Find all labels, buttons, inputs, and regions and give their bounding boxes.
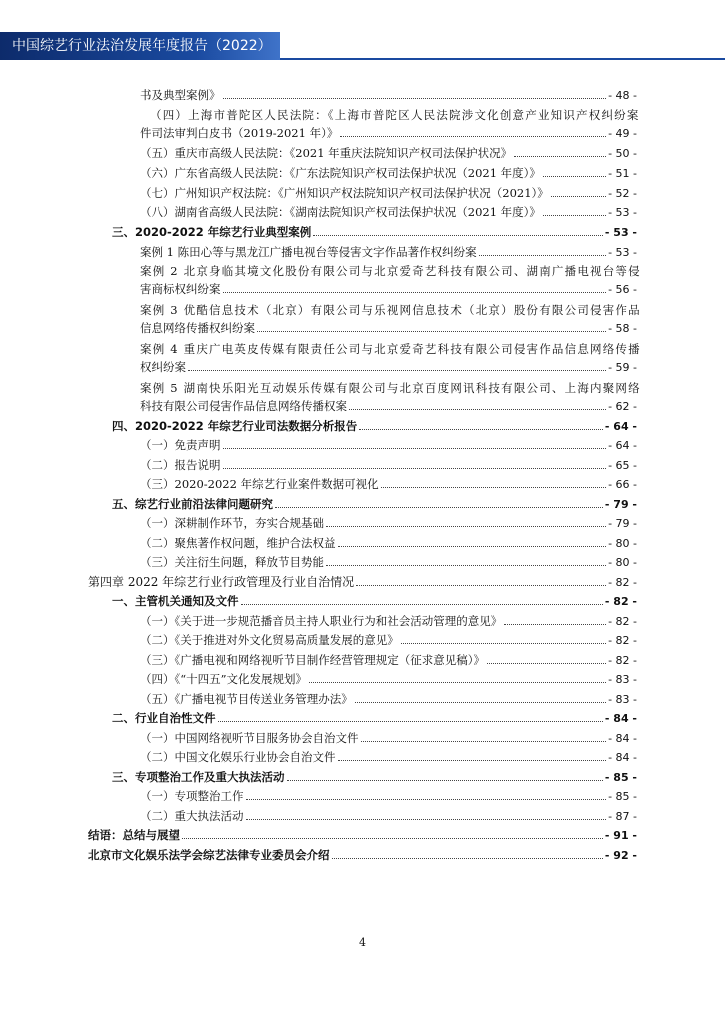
- toc-entry[interactable]: [140, 809, 637, 824]
- dot-leader: [479, 255, 606, 256]
- report-header-band: [0, 32, 280, 60]
- toc-section-label: 三、2020-2022 年综艺行业典型案例: [112, 225, 312, 239]
- dot-leader: [188, 370, 606, 371]
- toc-entry-label: （一）《关于进一步规范播音员主持人职业行为和社会活动管理的意见》: [140, 614, 503, 628]
- toc-section[interactable]: [112, 770, 637, 785]
- dot-leader: [182, 838, 603, 839]
- toc-entry-label: 书及典型案例》: [140, 88, 221, 102]
- dot-leader: [543, 215, 606, 216]
- toc-entry-page: - 48 -: [608, 89, 637, 102]
- dot-leader: [487, 663, 606, 664]
- page-number: 4: [359, 936, 366, 949]
- toc-entry-page: - 64 -: [604, 420, 637, 433]
- toc-entry-page: - 82 -: [604, 595, 637, 608]
- toc-entry-page: - 82 -: [608, 615, 637, 628]
- dot-leader: [338, 546, 607, 547]
- toc-entry-label: （四）《“十四五”文化发展规划》: [140, 672, 308, 686]
- toc-entry-label-line1: （四）上海市普陀区人民法院：《上海市普陀区人民法院涉文化创意产业知识产权纠纷案: [150, 108, 640, 122]
- toc-entry-label: （一）免责声明: [140, 438, 221, 452]
- dot-leader: [257, 331, 606, 332]
- toc-entry-page: - 85 -: [604, 771, 637, 784]
- toc-entry-page: - 64 -: [608, 439, 637, 452]
- toc-entry[interactable]: [140, 692, 637, 707]
- toc-entry-page: - 50 -: [608, 147, 637, 160]
- dot-leader: [246, 799, 607, 800]
- toc-entry[interactable]: [140, 126, 637, 141]
- toc-entry[interactable]: [140, 653, 637, 668]
- toc-entry-label: （一）深耕制作环节，夯实合规基础: [140, 516, 324, 530]
- toc-entry-page: - 82 -: [608, 654, 637, 667]
- dot-leader: [356, 585, 606, 586]
- dot-leader: [514, 156, 606, 157]
- toc-entry[interactable]: [140, 186, 637, 201]
- toc-entry[interactable]: [140, 731, 637, 746]
- toc-entry-page: - 52 -: [608, 187, 637, 200]
- toc-entry-page: - 79 -: [608, 517, 637, 530]
- dot-leader: [504, 624, 606, 625]
- toc-entry-label: （一）中国网络视听节目服务协会自治文件: [140, 731, 359, 745]
- dot-leader: [340, 136, 606, 137]
- dot-leader: [223, 98, 607, 99]
- dot-leader: [361, 741, 607, 742]
- dot-leader: [543, 176, 606, 177]
- toc-entry-page: - 87 -: [608, 810, 637, 823]
- toc-entry-page: - 53 -: [608, 206, 637, 219]
- toc-entry[interactable]: [140, 516, 637, 531]
- dot-leader: [313, 235, 603, 236]
- toc-entry-page: - 83 -: [608, 693, 637, 706]
- toc-entry[interactable]: [140, 321, 637, 336]
- toc-entry-label: （八）湖南省高级人民法院：《湖南法院知识产权司法保护状况（2021 年度）》: [140, 205, 541, 219]
- dot-leader: [309, 682, 606, 683]
- toc-entry[interactable]: [140, 166, 637, 181]
- dot-leader: [326, 526, 606, 527]
- toc-entry-label: （一）专项整治工作: [140, 789, 244, 803]
- toc-entry[interactable]: [140, 672, 637, 687]
- toc-entry-label: （二）中国文化娱乐行业协会自治文件: [140, 750, 336, 764]
- dot-leader: [359, 429, 603, 430]
- toc-entry[interactable]: [140, 750, 637, 765]
- toc-entry[interactable]: [140, 146, 637, 161]
- toc-entry-label: （三）关注衍生问题，释放节目势能: [140, 555, 324, 569]
- dot-leader: [275, 507, 603, 508]
- toc-section-label: 二、行业自治性文件: [112, 711, 216, 725]
- dot-leader: [401, 643, 606, 644]
- toc-entry[interactable]: [140, 360, 637, 375]
- toc-entry-label-line1: 案例 5 湖南快乐阳光互动娱乐传媒有限公司与北京百度网讯科技有限公司、上海内聚网络: [140, 381, 641, 395]
- toc-entry[interactable]: [140, 245, 637, 260]
- toc-entry[interactable]: [140, 282, 637, 297]
- toc-entry-page: - 49 -: [608, 127, 637, 140]
- toc-section[interactable]: [112, 419, 637, 434]
- toc-entry-page: - 66 -: [608, 478, 637, 491]
- toc-entry[interactable]: [140, 614, 637, 629]
- toc-entry-label: （二）《关于推进对外文化贸易高质量发展的意见》: [140, 633, 399, 647]
- toc-entry-page: - 59 -: [608, 361, 637, 374]
- toc-entry-label: （五）重庆市高级人民法院：《2021 年重庆法院知识产权司法保护状况》: [140, 146, 513, 160]
- toc-entry-page: - 62 -: [608, 400, 637, 413]
- toc-entry-label: 权纠纷案: [140, 360, 186, 374]
- toc-entry-label-line1: 案例 4 重庆广电英皮传媒有限责任公司与北京爱奇艺科技有限公司侵害作品信息网络传播: [140, 342, 641, 356]
- toc-entry-label: 害商标权纠纷案: [140, 282, 221, 296]
- toc-entry-page: - 51 -: [608, 167, 637, 180]
- dot-leader: [332, 858, 603, 859]
- toc-section-label: 三、专项整治工作及重大执法活动: [112, 770, 285, 784]
- toc-entry-label: （三）《广播电视和网络视听节目制作经营管理规定（征求意见稿）》: [140, 653, 485, 667]
- toc-entry[interactable]: [140, 88, 637, 103]
- dot-leader: [223, 292, 607, 293]
- toc-entry-label-line1: 案例 3 优酷信息技术（北京）有限公司与乐视网信息技术（北京）股份有限公司侵害作品: [140, 303, 641, 317]
- toc-entry-page: - 91 -: [604, 829, 637, 842]
- toc-entry-page: - 82 -: [608, 634, 637, 647]
- toc-entry[interactable]: [140, 789, 637, 804]
- toc-entry-page: - 58 -: [608, 322, 637, 335]
- toc-entry[interactable]: [140, 555, 637, 570]
- dot-leader: [246, 819, 607, 820]
- toc-entry-label: （二）报告说明: [140, 458, 221, 472]
- dot-leader: [355, 702, 606, 703]
- toc-entry-label: 北京市文化娱乐法学会综艺法律专业委员会介绍: [88, 848, 330, 862]
- header-rule: [280, 58, 725, 60]
- toc-entry-page: - 65 -: [608, 459, 637, 472]
- toc-entry-page: - 53 -: [604, 226, 637, 239]
- toc-entry-page: - 80 -: [608, 537, 637, 550]
- dot-leader: [287, 780, 603, 781]
- toc-entry-label: （五）《广播电视节目传送业务管理办法》: [140, 692, 353, 706]
- toc-committee-intro[interactable]: [88, 848, 637, 863]
- toc-entry-label: 案例 1 陈田心等与黑龙江广播电视台等侵害文字作品著作权纠纷案: [140, 245, 477, 259]
- toc-entry-label: （六）广东省高级人民法院：《广东法院知识产权司法保护状况（2021 年度）》: [140, 166, 541, 180]
- toc-chapter[interactable]: [88, 575, 637, 590]
- toc-entry-page: - 53 -: [608, 246, 637, 259]
- dot-leader: [551, 196, 606, 197]
- toc-chapter-label: 第四章 2022 年综艺行业行政管理及行业自治情况: [88, 575, 355, 589]
- dot-leader: [381, 487, 606, 488]
- toc-entry-label: 科技有限公司侵害作品信息网络传播权案: [140, 399, 347, 413]
- dot-leader: [223, 468, 607, 469]
- toc-entry-page: - 84 -: [608, 732, 637, 745]
- toc-entry-label: （二）重大执法活动: [140, 809, 244, 823]
- toc-section[interactable]: [112, 711, 637, 726]
- toc-entry-label: 信息网络传播权纠纷案: [140, 321, 255, 335]
- toc-conclusion[interactable]: [88, 828, 637, 843]
- toc-entry[interactable]: [140, 399, 637, 414]
- toc-entry-page: - 79 -: [604, 498, 637, 511]
- dot-leader: [326, 565, 606, 566]
- toc-entry-page: - 85 -: [608, 790, 637, 803]
- toc-entry[interactable]: [140, 536, 637, 551]
- toc-entry-label-line1: 案例 2 北京身临其境文化股份有限公司与北京爱奇艺科技有限公司、湖南广播电视台等侵: [140, 264, 641, 278]
- toc-entry-label: 结语：总结与展望: [88, 828, 180, 842]
- toc-section[interactable]: [112, 497, 637, 512]
- toc-section[interactable]: [112, 594, 637, 609]
- toc-entry-page: - 92 -: [604, 849, 637, 862]
- toc-section[interactable]: [112, 225, 637, 240]
- report-header-title: 中国综艺行业法治发展年度报告（2022）: [12, 38, 272, 54]
- toc-entry[interactable]: [140, 477, 637, 492]
- toc-entry-label: （三）2020-2022 年综艺行业案件数据可视化: [140, 477, 379, 491]
- toc-entry-page: - 56 -: [608, 283, 637, 296]
- toc-entry-page: - 82 -: [608, 576, 637, 589]
- toc-entry[interactable]: [140, 633, 637, 648]
- toc-section-label: 五、综艺行业前沿法律问题研究: [112, 497, 273, 511]
- dot-leader: [223, 448, 607, 449]
- toc-entry-page: - 80 -: [608, 556, 637, 569]
- toc-entry[interactable]: [140, 458, 637, 473]
- toc-entry-page: - 83 -: [608, 673, 637, 686]
- toc-section-label: 四、2020-2022 年综艺行业司法数据分析报告: [112, 419, 358, 433]
- dot-leader: [349, 409, 606, 410]
- dot-leader: [338, 760, 607, 761]
- dot-leader: [218, 721, 603, 722]
- toc-entry-label: （二）聚焦著作权问题，维护合法权益: [140, 536, 336, 550]
- dot-leader: [241, 604, 603, 605]
- toc-entry[interactable]: [140, 438, 637, 453]
- toc-entry-page: - 84 -: [608, 751, 637, 764]
- toc-entry-label: （七）广州知识产权法院：《广州知识产权法院知识产权司法保护状况（2021）》: [140, 186, 549, 200]
- toc-entry-page: - 84 -: [604, 712, 637, 725]
- toc-section-label: 一、主管机关通知及文件: [112, 594, 239, 608]
- toc-entry-label: 件司法审判白皮书（2019-2021 年）》: [140, 126, 339, 140]
- toc-entry[interactable]: [140, 205, 637, 220]
